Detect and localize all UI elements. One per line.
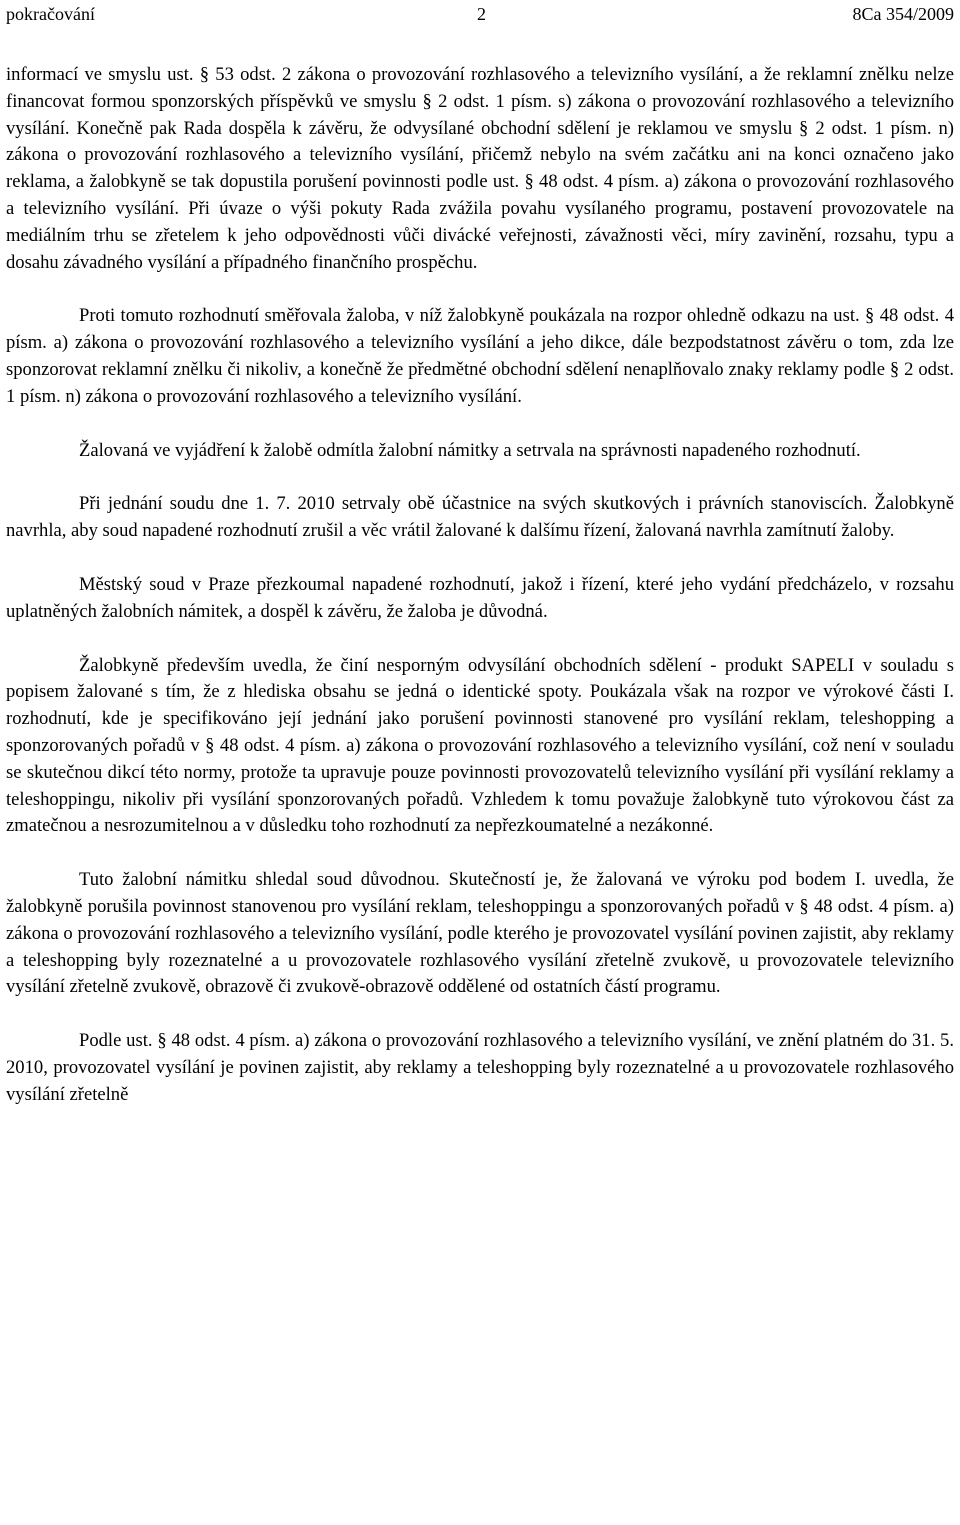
paragraph-court-finding: Tuto žalobní námitku shledal soud důvodnou. Skutečností je, že žalovaná ve výroku pod bodem I. uvedla, že žalobkyně porušila povinnost stanovenou pro vysílání reklam, teleshoppingu a sponzorovaných pořadů v § 48 odst. 4 písm. a) zákona o provozování rozhlasového a televizního vysílání, podle kterého je provozovatel vysílání povinen zajistit, aby reklamy a teleshopping byly rozeznatelné a u provozovatele rozhlasového vysílání zřetelně zvukově, u provozovatele televizního vysílání zřetelně zvukově, obrazově či zvukově-obrazově oddělené od ostatních částí programu. [6, 869, 954, 998]
header-case-number: 8Ca 354/2009 [852, 4, 954, 24]
paragraph-plaintiff-argument: Žalobkyně především uvedla, že činí nesporným odvysílání obchodních sdělení - produkt SAPELI v souladu s popisem žalované s tím, že z hlediska obsahu se jedná o identické spoty. Poukázala však na rozpor ve výrokové části I. rozhodnutí, kde je specifikováno její jednání jako porušení povinnosti stanovené pro vysílání reklam, teleshopping a sponzorovaných pořadů v § 48 odst. 4 písm. a) zákona o provozování rozhlasového a televizního vysílání, což není v souladu se skutečnou dikcí této normy, protože ta upravuje pouze povinnosti provozovatelů televizního vysílání při vysílání reklamy a teleshoppingu, nikoliv při vysílání sponzorovaných pořadů. Vzhledem k tomu považuje žalobkyně tuto výrokovou část za zmatečnou a nesrozumitelnou a v důsledku toho rozhodnutí za nepřezkoumatelné a nezákonné. [6, 654, 954, 837]
paragraph-defendant-response: Žalovaná ve vyjádření k žalobě odmítla žalobní námitky a setrvala na správnosti napadeného rozhodnutí. [79, 439, 861, 461]
paragraph-lawsuit: Proti tomuto rozhodnutí směřovala žaloba, v níž žalobkyně poukázala na rozpor ohledně odkazu na ust. § 48 odst. 4 písm. a) zákona o provozování rozhlasového a televizního vysílání a jeho dikce, dále bezpodstatnost závěru o tom, zda lze sponzorovat reklamní znělku či nikoliv, a konečně že předmětné obchodní sdělení nenaplňovalo znaky reklamy podle § 2 odst. 1 písm. n) zákona o provozování rozhlasového a televizního vysílání. [6, 305, 954, 407]
paragraph-court-review: Městský soud v Praze přezkoumal napadené rozhodnutí, jakož i řízení, které jeho vydání předcházelo, v rozsahu uplatněných žalobních námitek, a dospěl k závěru, že žaloba je důvodná. [6, 573, 954, 622]
paragraph-legal-provision: Podle ust. § 48 odst. 4 písm. a) zákona o provozování rozhlasového a televizního vysílání, ve znění platném do 31. 5. 2010, provozovatel vysílání je povinen zajistit, aby reklamy a teleshopping byly rozeznatelné a u provozovatele rozhlasového vysílání zřetelně [6, 1030, 954, 1105]
paragraph-hearing: Při jednání soudu dne 1. 7. 2010 setrvaly obě účastnice na svých skutkových i právních stanoviscích. Žalobkyně navrhla, aby soud napadené rozhodnutí zrušil a věc vrátil žalované k dalšímu řízení, žalovaná navrhla zamítnutí žaloby. [6, 493, 954, 542]
header-continuation-label: pokračování [6, 4, 95, 24]
paragraph-continuation: informací ve smyslu ust. § 53 odst. 2 zákona o provozování rozhlasového a televizního vysílání, a že reklamní znělku nelze financovat formou sponzorských příspěvků ve smyslu § 2 odst. 1 písm. s) zákona o provozování rozhlasového a televizního vysílání. Konečně pak Rada dospěla k závěru, že odvysílané obchodní sdělení je reklamou ve smyslu § 2 odst. 1 písm. n) zákona o provozování rozhlasového a televizního vysílání, přičemž nebylo na svém začátku ani na konci označeno jako reklama, a žalobkyně se tak dopustila porušení povinnosti podle ust. § 48 odst. 4 písm. a) zákona o provozování rozhlasového a televizního vysílání. Při úvaze o výši pokuty Rada zvážila povahu vysílaného programu, postavení provozovatele na mediálním trhu se zřetelem k jeho odpovědnosti vůči divácké veřejnosti, závažnosti věci, míry zavinění, rozsahu, typu a dosahu závadného vysílání a případného finančního prospěchu. [6, 64, 954, 273]
page-header [6, 0, 954, 28]
header-page-number: 2 [477, 4, 486, 24]
document-body [6, 62, 954, 1136]
